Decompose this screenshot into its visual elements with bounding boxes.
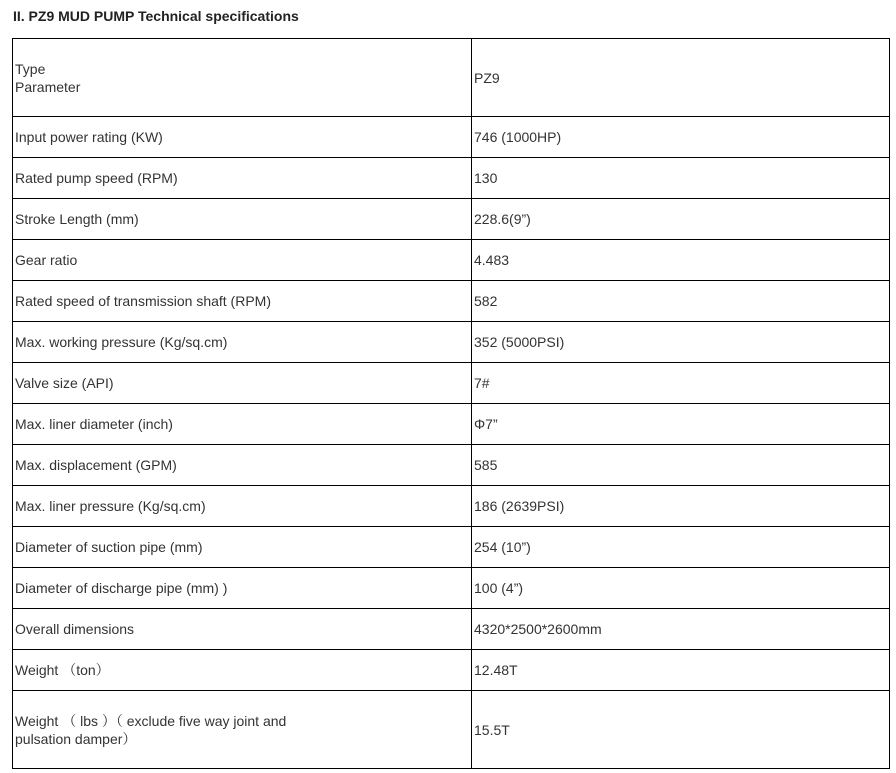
table-row xyxy=(13,527,890,568)
param-label: Diameter of suction pipe (mm) xyxy=(13,527,472,568)
param-label: Gear ratio xyxy=(13,240,472,281)
table-row xyxy=(13,199,890,240)
param-value: 186 (2639PSI) xyxy=(472,486,890,527)
param-label-line: pulsation damper） xyxy=(15,730,137,747)
param-value: 254 (10”) xyxy=(472,527,890,568)
table-row xyxy=(13,117,890,158)
table-row xyxy=(13,322,890,363)
param-label-line: Weight （ lbs ）（ exclude five way joint and xyxy=(15,712,287,729)
spec-table xyxy=(12,38,890,769)
table-row xyxy=(13,39,890,117)
param-value: 4.483 xyxy=(472,240,890,281)
param-label: Rated pump speed (RPM) xyxy=(13,158,472,199)
param-label: Max. liner pressure (Kg/sq.cm) xyxy=(13,486,472,527)
param-label xyxy=(13,691,472,769)
param-value: 7# xyxy=(472,363,890,404)
param-label: Weight （ton） xyxy=(13,650,472,691)
table-row xyxy=(13,445,890,486)
param-value: 100 (4”) xyxy=(472,568,890,609)
param-label: Rated speed of transmission shaft (RPM) xyxy=(13,281,472,322)
param-value: 746 (1000HP) xyxy=(472,117,890,158)
table-row xyxy=(13,691,890,769)
param-value: 12.48T xyxy=(472,650,890,691)
param-label: Overall dimensions xyxy=(13,609,472,650)
table-row xyxy=(13,486,890,527)
table-row xyxy=(13,568,890,609)
param-label: Valve size (API) xyxy=(13,363,472,404)
table-row xyxy=(13,363,890,404)
header-label-cell xyxy=(13,39,472,117)
param-value: 228.6(9”) xyxy=(472,199,890,240)
param-value: Φ7” xyxy=(472,404,890,445)
table-row xyxy=(13,609,890,650)
param-label: Input power rating (KW) xyxy=(13,117,472,158)
table-row xyxy=(13,650,890,691)
param-label: Diameter of discharge pipe (mm) ) xyxy=(13,568,472,609)
param-value: 352 (5000PSI) xyxy=(472,322,890,363)
param-value: 130 xyxy=(472,158,890,199)
param-value: 15.5T xyxy=(472,691,890,769)
table-row xyxy=(13,158,890,199)
header-label-type: Type xyxy=(15,60,46,77)
header-value-cell: PZ9 xyxy=(472,39,890,117)
header-label-parameter: Parameter xyxy=(15,78,81,95)
page-title: II. PZ9 MUD PUMP Technical specifications xyxy=(13,8,299,24)
table-row xyxy=(13,404,890,445)
table-row xyxy=(13,240,890,281)
param-label: Max. liner diameter (inch) xyxy=(13,404,472,445)
param-label: Max. working pressure (Kg/sq.cm) xyxy=(13,322,472,363)
table-row xyxy=(13,281,890,322)
param-label: Max. displacement (GPM) xyxy=(13,445,472,486)
param-value: 582 xyxy=(472,281,890,322)
param-value: 585 xyxy=(472,445,890,486)
param-label: Stroke Length (mm) xyxy=(13,199,472,240)
param-value: 4320*2500*2600mm xyxy=(472,609,890,650)
